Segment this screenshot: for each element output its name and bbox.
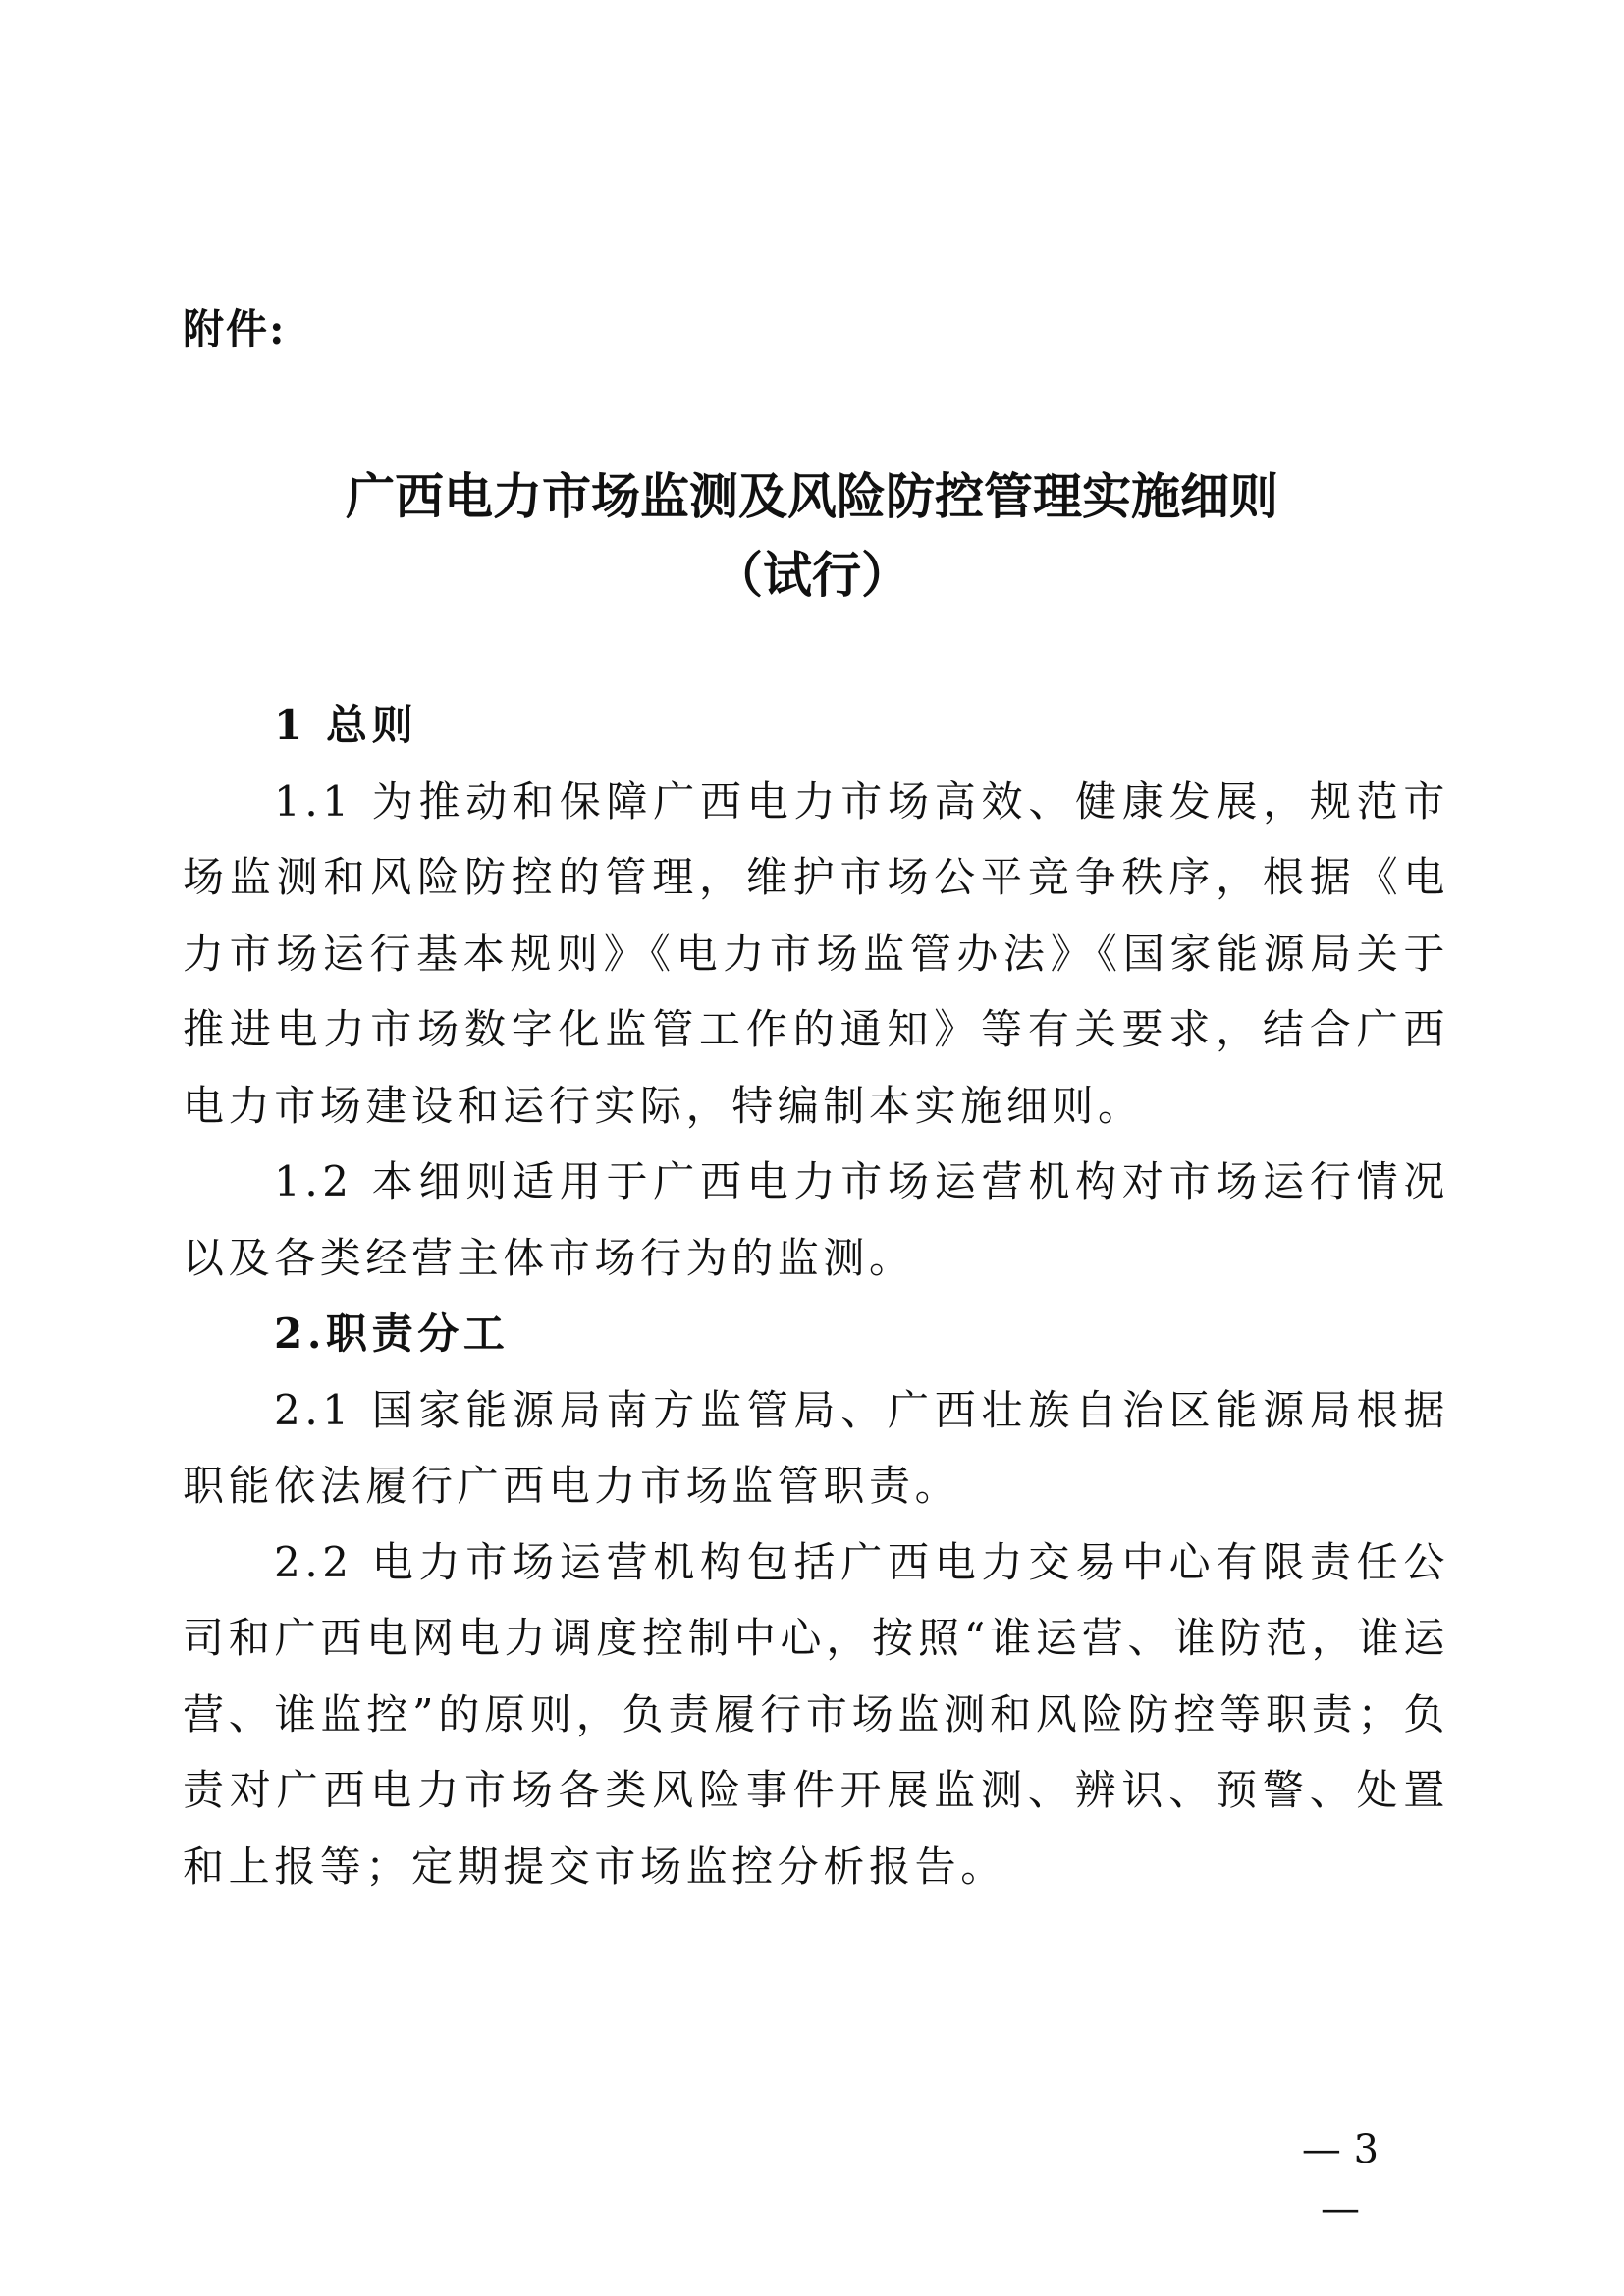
paragraph-1-1: 1.1 为推动和保障广西电力市场高效、健康发展，规范市场监测和风险防控的管理，维护市场公平竞争秩序，根据《电力市场运行基本规则》《电力市场监管办法》《国家能源局关于推进电力市场数字化监管工作的通知》等有关要求，结合广西电力市场建设和运行实际，特编制本实施细则。 (183, 776, 1449, 1130)
document-body (183, 687, 1449, 1904)
section-heading-general: 1 总则 (274, 701, 418, 749)
section-heading-responsibilities: 2.职责分工 (274, 1309, 510, 1358)
document-title: 广西电力市场监测及风险防控管理实施细则 (346, 467, 1278, 525)
paragraph-2-2: 2.2 电力市场运营机构包括广西电力交易中心有限责任公司和广西电网电力调度控制中心，按照“谁运营、谁防范，谁运营、谁监控”的原则，负责履行市场监测和风险防控等职责；负责对广西电力市场各类风险事件开展监测、辨识、预警、处置和上报等；定期提交市场监控分析报告。 (183, 1537, 1449, 1891)
paragraph-1-2: 1.2 本细则适用于广西电力市场运营机构对市场运行情况以及各类经营主体市场行为的监测。 (183, 1157, 1449, 1282)
page-number: — 3 — (1301, 2127, 1380, 2231)
paragraph-2-1: 2.1 国家能源局南方监管局、广西壮族自治区能源局根据职能依法履行广西电力市场监管职责。 (183, 1385, 1449, 1510)
document-subtitle: （试行） (714, 546, 910, 604)
attachment-label: 附件: (183, 305, 287, 353)
